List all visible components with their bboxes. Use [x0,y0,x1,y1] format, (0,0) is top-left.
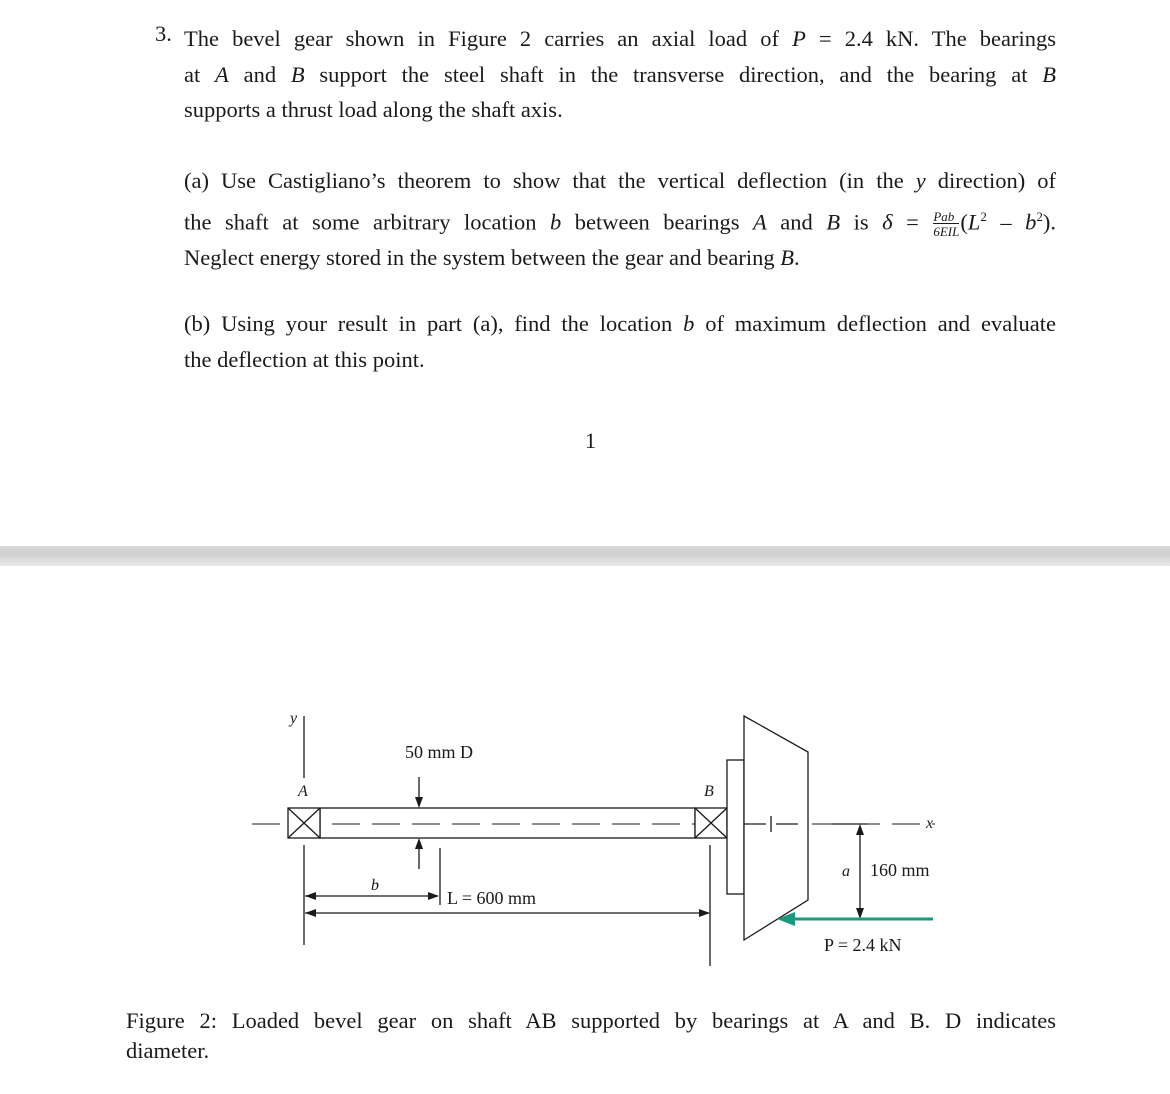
part-a-line-3: Neglect energy stored in the system between the gear and bearing B. [184,244,800,270]
part-b-line-1: (b) Using your result in part (a), find the location b of maximum deflection and evaluate [184,311,1056,336]
bevel-gear [744,716,808,940]
gear-hub [727,760,744,894]
diameter-label: 50 mm D [405,742,474,762]
axis-y-label: y [290,710,298,727]
intro-line-1: The bevel gear shown in Figure 2 carries an axial load of P = 2.4 kN. The bearings [184,26,1056,51]
a-value: 160 mm [870,860,930,880]
intro-line-2: at A and B support the steel shaft in the transverse direction, and the bearing at B [184,61,1056,87]
formula-fraction: $\frac{\text{Pab}}{\text{6EIL}}$ [933,208,960,239]
bearing-a [288,808,320,838]
part-a-line-2: the shaft at some arbitrary location b between bearings A and B is δ = $\frac{\text{Pab}}{\text{6EIL}}$ $(L^2 - b^2)$. [184,208,1057,239]
label-a: A [298,783,308,800]
problem-number: 3. [155,21,172,46]
caption-line-2: diameter. [126,1038,210,1063]
b-label: b [371,877,379,894]
label-b: B [704,783,714,800]
axis-x-label: x [926,815,934,832]
figure-caption [126,1006,1056,1066]
L-label: L = 600 mm [447,888,536,908]
part-b-line-2: the deflection at this point. [184,346,425,372]
load-arrow-p [777,912,933,926]
shaft [320,808,695,838]
p-label: P = 2.4 kN [824,935,902,955]
page-number: 1 [585,428,596,453]
intro-line-3: supports a thrust load along the shaft axis. [184,97,563,122]
part-a-line-1: (a) Use Castigliano’s theorem to show that the vertical deflection (in the y direction) of [184,168,1057,193]
bearing-b [695,808,727,838]
caption-line-1: Figure 2: Loaded bevel gear on shaft AB supported by bearings at A and B. D indicates [126,1008,1056,1033]
a-label: a [842,863,850,880]
